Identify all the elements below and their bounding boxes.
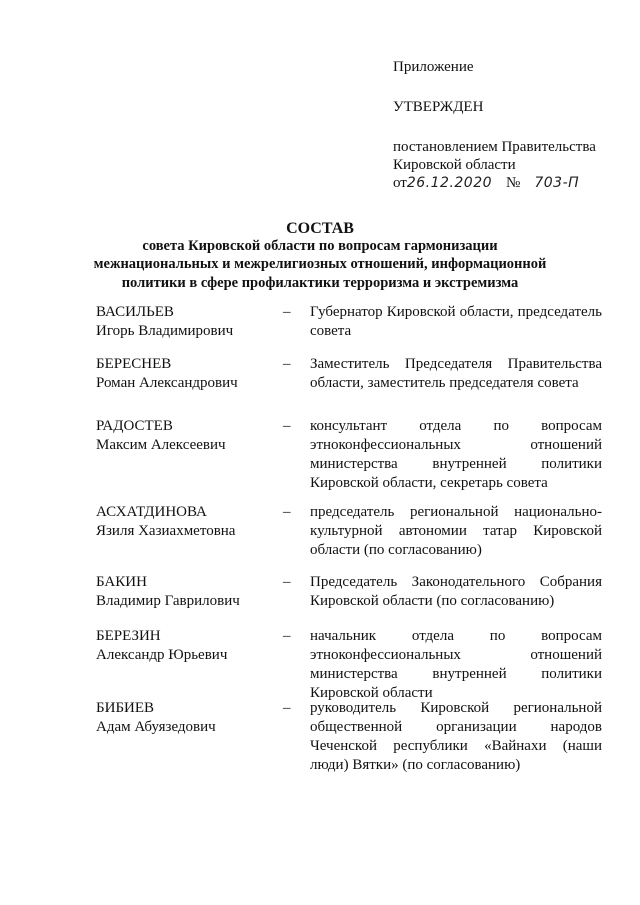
member-given-names: Александр Юрьевич bbox=[96, 647, 228, 663]
appendix-label: Приложение bbox=[393, 59, 474, 75]
member-name bbox=[96, 303, 276, 341]
member-name bbox=[96, 573, 276, 611]
dash-separator: – bbox=[283, 418, 291, 434]
member-surname: РАДОСТЕВ bbox=[96, 418, 173, 434]
decree-date: 26.12.2020 bbox=[406, 175, 493, 191]
member-role: Председатель Законодательного Собрания Кировской области (по согласованию) bbox=[310, 574, 602, 609]
member-name bbox=[96, 627, 276, 665]
date-prefix: от bbox=[393, 175, 407, 191]
member-given-names: Роман Александрович bbox=[96, 375, 238, 391]
member-given-names: Язиля Хазиахметовна bbox=[96, 523, 236, 539]
member-surname: БЕРЕЗИН bbox=[96, 628, 161, 644]
dash-separator: – bbox=[283, 628, 291, 644]
number-prefix: № bbox=[506, 175, 521, 191]
approval-block bbox=[393, 58, 633, 192]
dash-separator: – bbox=[283, 504, 291, 520]
member-surname: ВАСИЛЬЕВ bbox=[96, 304, 174, 320]
member-name bbox=[96, 355, 276, 393]
approved-label: УТВЕРЖДЕН bbox=[393, 99, 484, 115]
member-role: начальник отдела по вопросам этноконфессиональных отношений министерства внутренней политики Кировской области bbox=[310, 628, 602, 701]
member-given-names: Максим Алексеевич bbox=[96, 437, 226, 453]
member-role: руководитель Кировской региональной общественной организации народов Чеченской республики «Вайнахи (наши люди) Вятки» (по согласованию) bbox=[310, 700, 602, 773]
dash-separator: – bbox=[283, 356, 291, 372]
member-surname: БИБИЕВ bbox=[96, 700, 155, 716]
member-given-names: Адам Абуязедович bbox=[96, 719, 216, 735]
member-role: председатель региональной национально-культурной автономии татар Кировской области (по согласованию) bbox=[310, 504, 602, 558]
dash-separator: – bbox=[283, 304, 291, 320]
member-role: консультант отдела по вопросам этноконфессиональных отношений министерства внутренней политики Кировской области, секретарь совета bbox=[310, 418, 602, 491]
subtitle-line-1: совета Кировской области по вопросам гармонизации bbox=[142, 238, 498, 254]
decree-date-line bbox=[393, 174, 633, 192]
member-name bbox=[96, 699, 276, 737]
member-name bbox=[96, 503, 276, 541]
decree-line-1: постановлением Правительства bbox=[393, 139, 596, 155]
member-surname: АСХАТДИНОВА bbox=[96, 504, 207, 520]
member-surname: БАКИН bbox=[96, 574, 147, 590]
document-title: СОСТАВ bbox=[286, 220, 354, 237]
member-name bbox=[96, 417, 276, 455]
dash-separator: – bbox=[283, 574, 291, 590]
dash-separator: – bbox=[283, 700, 291, 716]
member-surname: БЕРЕСНЕВ bbox=[96, 356, 172, 372]
decree-line-2: Кировской области bbox=[393, 157, 516, 173]
decree-number: 703-П bbox=[534, 175, 580, 191]
member-role: Заместитель Председателя Правительства области, заместитель председателя совета bbox=[310, 356, 602, 391]
decree-reference bbox=[393, 138, 633, 192]
subtitle-line-2: межнациональных и межрелигиозных отношений, информационной bbox=[93, 256, 547, 273]
member-role: Губернатор Кировской области, председатель совета bbox=[310, 304, 602, 339]
member-given-names: Игорь Владимирович bbox=[96, 323, 234, 339]
subtitle-line-3: политики в сфере профилактики терроризма и экстремизма bbox=[121, 274, 519, 291]
member-given-names: Владимир Гаврилович bbox=[96, 593, 240, 609]
document-subtitle bbox=[80, 237, 560, 292]
